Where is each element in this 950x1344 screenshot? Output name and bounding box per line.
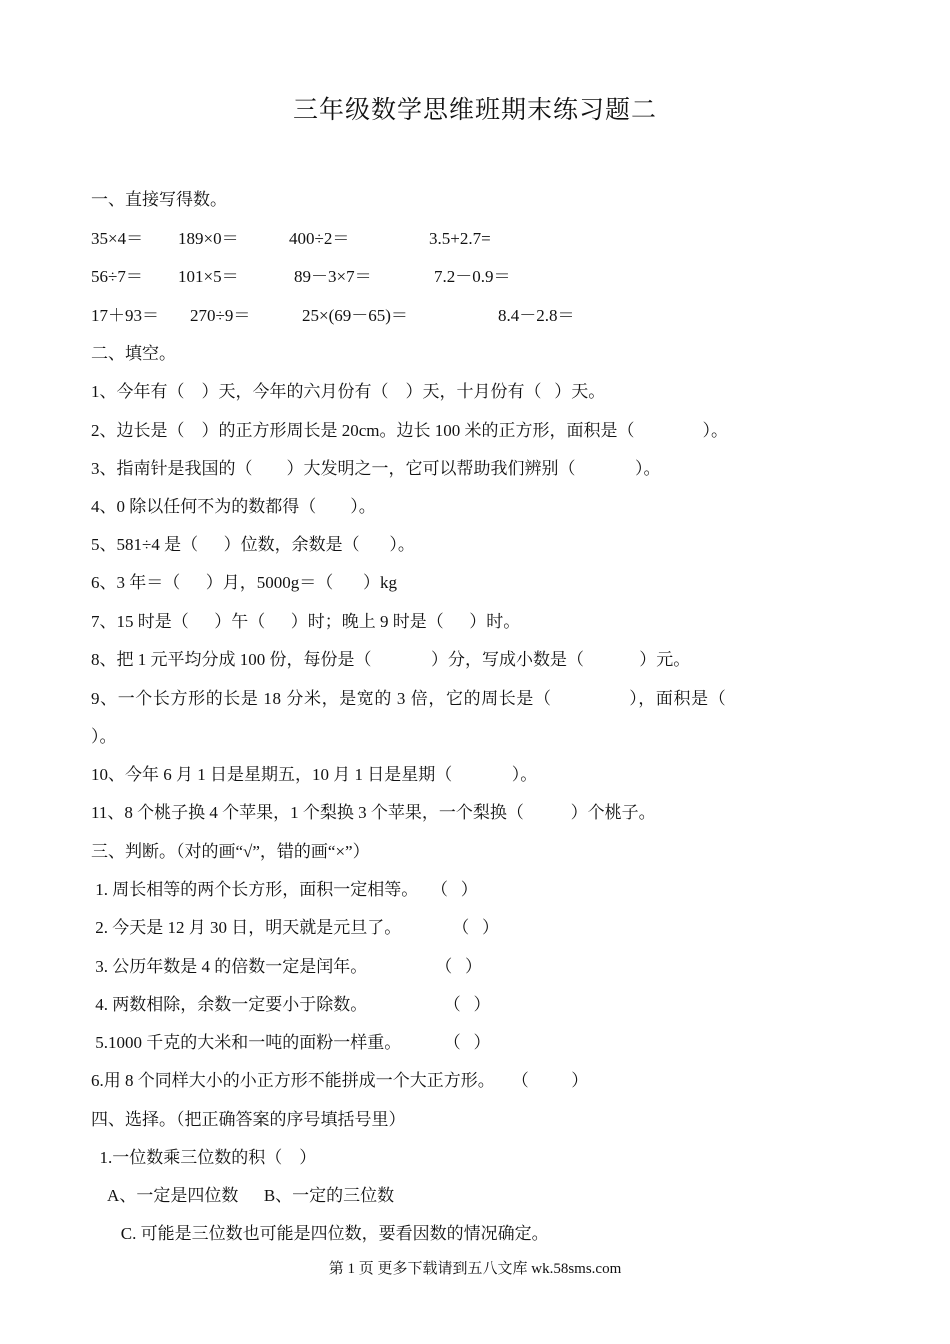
math-problem: 56÷7＝ (91, 267, 143, 286)
math-problem: 3.5+2.7= (429, 229, 491, 248)
judgment-item: 4. 两数相除，余数一定要小于除数。 （ ） (91, 995, 491, 1014)
fill-blank-item: 7、15 时是（ ）午（ ）时；晚上 9 时是（ ）时。 (91, 612, 521, 631)
fill-blank-item: 4、0 除以任何不为的数都得（ ）。 (91, 497, 376, 516)
judgment-item: 5.1000 千克的大米和一吨的面粉一样重。 （ ） (91, 1033, 491, 1052)
section4-heading: 四、选择。（把正确答案的序号填括号里） (91, 1110, 406, 1129)
fill-blank-item: 10、今年 6 月 1 日是星期五，10 月 1 日是星期（ ）。 (91, 765, 538, 784)
judgment-item: 1. 周长相等的两个长方形，面积一定相等。 （ ） (91, 880, 478, 899)
math-problem: 189×0＝ (178, 229, 239, 248)
choice-option-c: C. 可能是三位数也可能是四位数，要看因数的情况确定。 (91, 1224, 549, 1243)
fill-blank-item: 2、边长是（ ）的正方形周长是 20cm。边长 100 米的正方形，面积是（ ）。 (91, 421, 729, 440)
math-problem: 8.4－2.8＝ (498, 306, 575, 325)
math-problem: 17＋93＝ (91, 306, 159, 325)
fill-blank-item: 11、8 个桃子换 4 个苹果，1 个梨换 3 个苹果，一个梨换（ ）个桃子。 (91, 803, 656, 822)
fill-blank-item: 3、指南针是我国的（ ）大发明之一，它可以帮助我们辨别（ ）。 (91, 459, 661, 478)
section2-heading: 二、填空。 (91, 344, 176, 363)
fill-blank-item: 8、把 1 元平均分成 100 份，每份是（ ）分，写成小数是（ ）元。 (91, 650, 691, 669)
choice-options: A、一定是四位数 B、一定的三位数 (91, 1186, 395, 1205)
math-problem: 89－3×7＝ (294, 267, 372, 286)
fill-blank-item: 5、581÷4 是（ ）位数，余数是（ ）。 (91, 535, 415, 554)
page-title: 三年级数学思维班期末练习题二 (292, 97, 657, 124)
page-footer: 第 1 页 更多下载请到五八文库 wk.58sms.com (328, 1261, 622, 1277)
fill-blank-item: 6、3 年＝（ ）月，5000g＝（ ）kg (91, 573, 397, 592)
math-problem: 25×(69－65)＝ (302, 306, 408, 325)
fill-blank-item: 9、一个长方形的长是 18 分米，是宽的 3 倍，它的周长是（ ），面积是（ (91, 689, 727, 708)
fill-blank-item: 1、今年有（ ）天，今年的六月份有（ ）天，十月份有（ ）天。 (91, 382, 606, 401)
math-problem: 270÷9＝ (190, 306, 251, 325)
judgment-item: 6.用 8 个同样大小的小正方形不能拼成一个大正方形。 （ ） (91, 1071, 589, 1090)
section1-heading: 一、直接写得数。 (91, 190, 227, 209)
judgment-item: 2. 今天是 12 月 30 日，明天就是元旦了。 （ ） (91, 918, 499, 937)
math-problem: 101×5＝ (178, 267, 239, 286)
math-problem: 35×4＝ (91, 229, 144, 248)
fill-blank-item-continued: ）。 (91, 727, 117, 746)
judgment-item: 3. 公历年数是 4 的倍数一定是闰年。 （ ） (91, 957, 482, 976)
choice-question: 1.一位数乘三位数的积（ ） (91, 1148, 317, 1167)
math-problem: 400÷2＝ (289, 229, 350, 248)
section3-heading: 三、判断。（对的画“√”，错的画“×”） (91, 842, 370, 861)
math-problem: 7.2－0.9＝ (434, 267, 511, 286)
